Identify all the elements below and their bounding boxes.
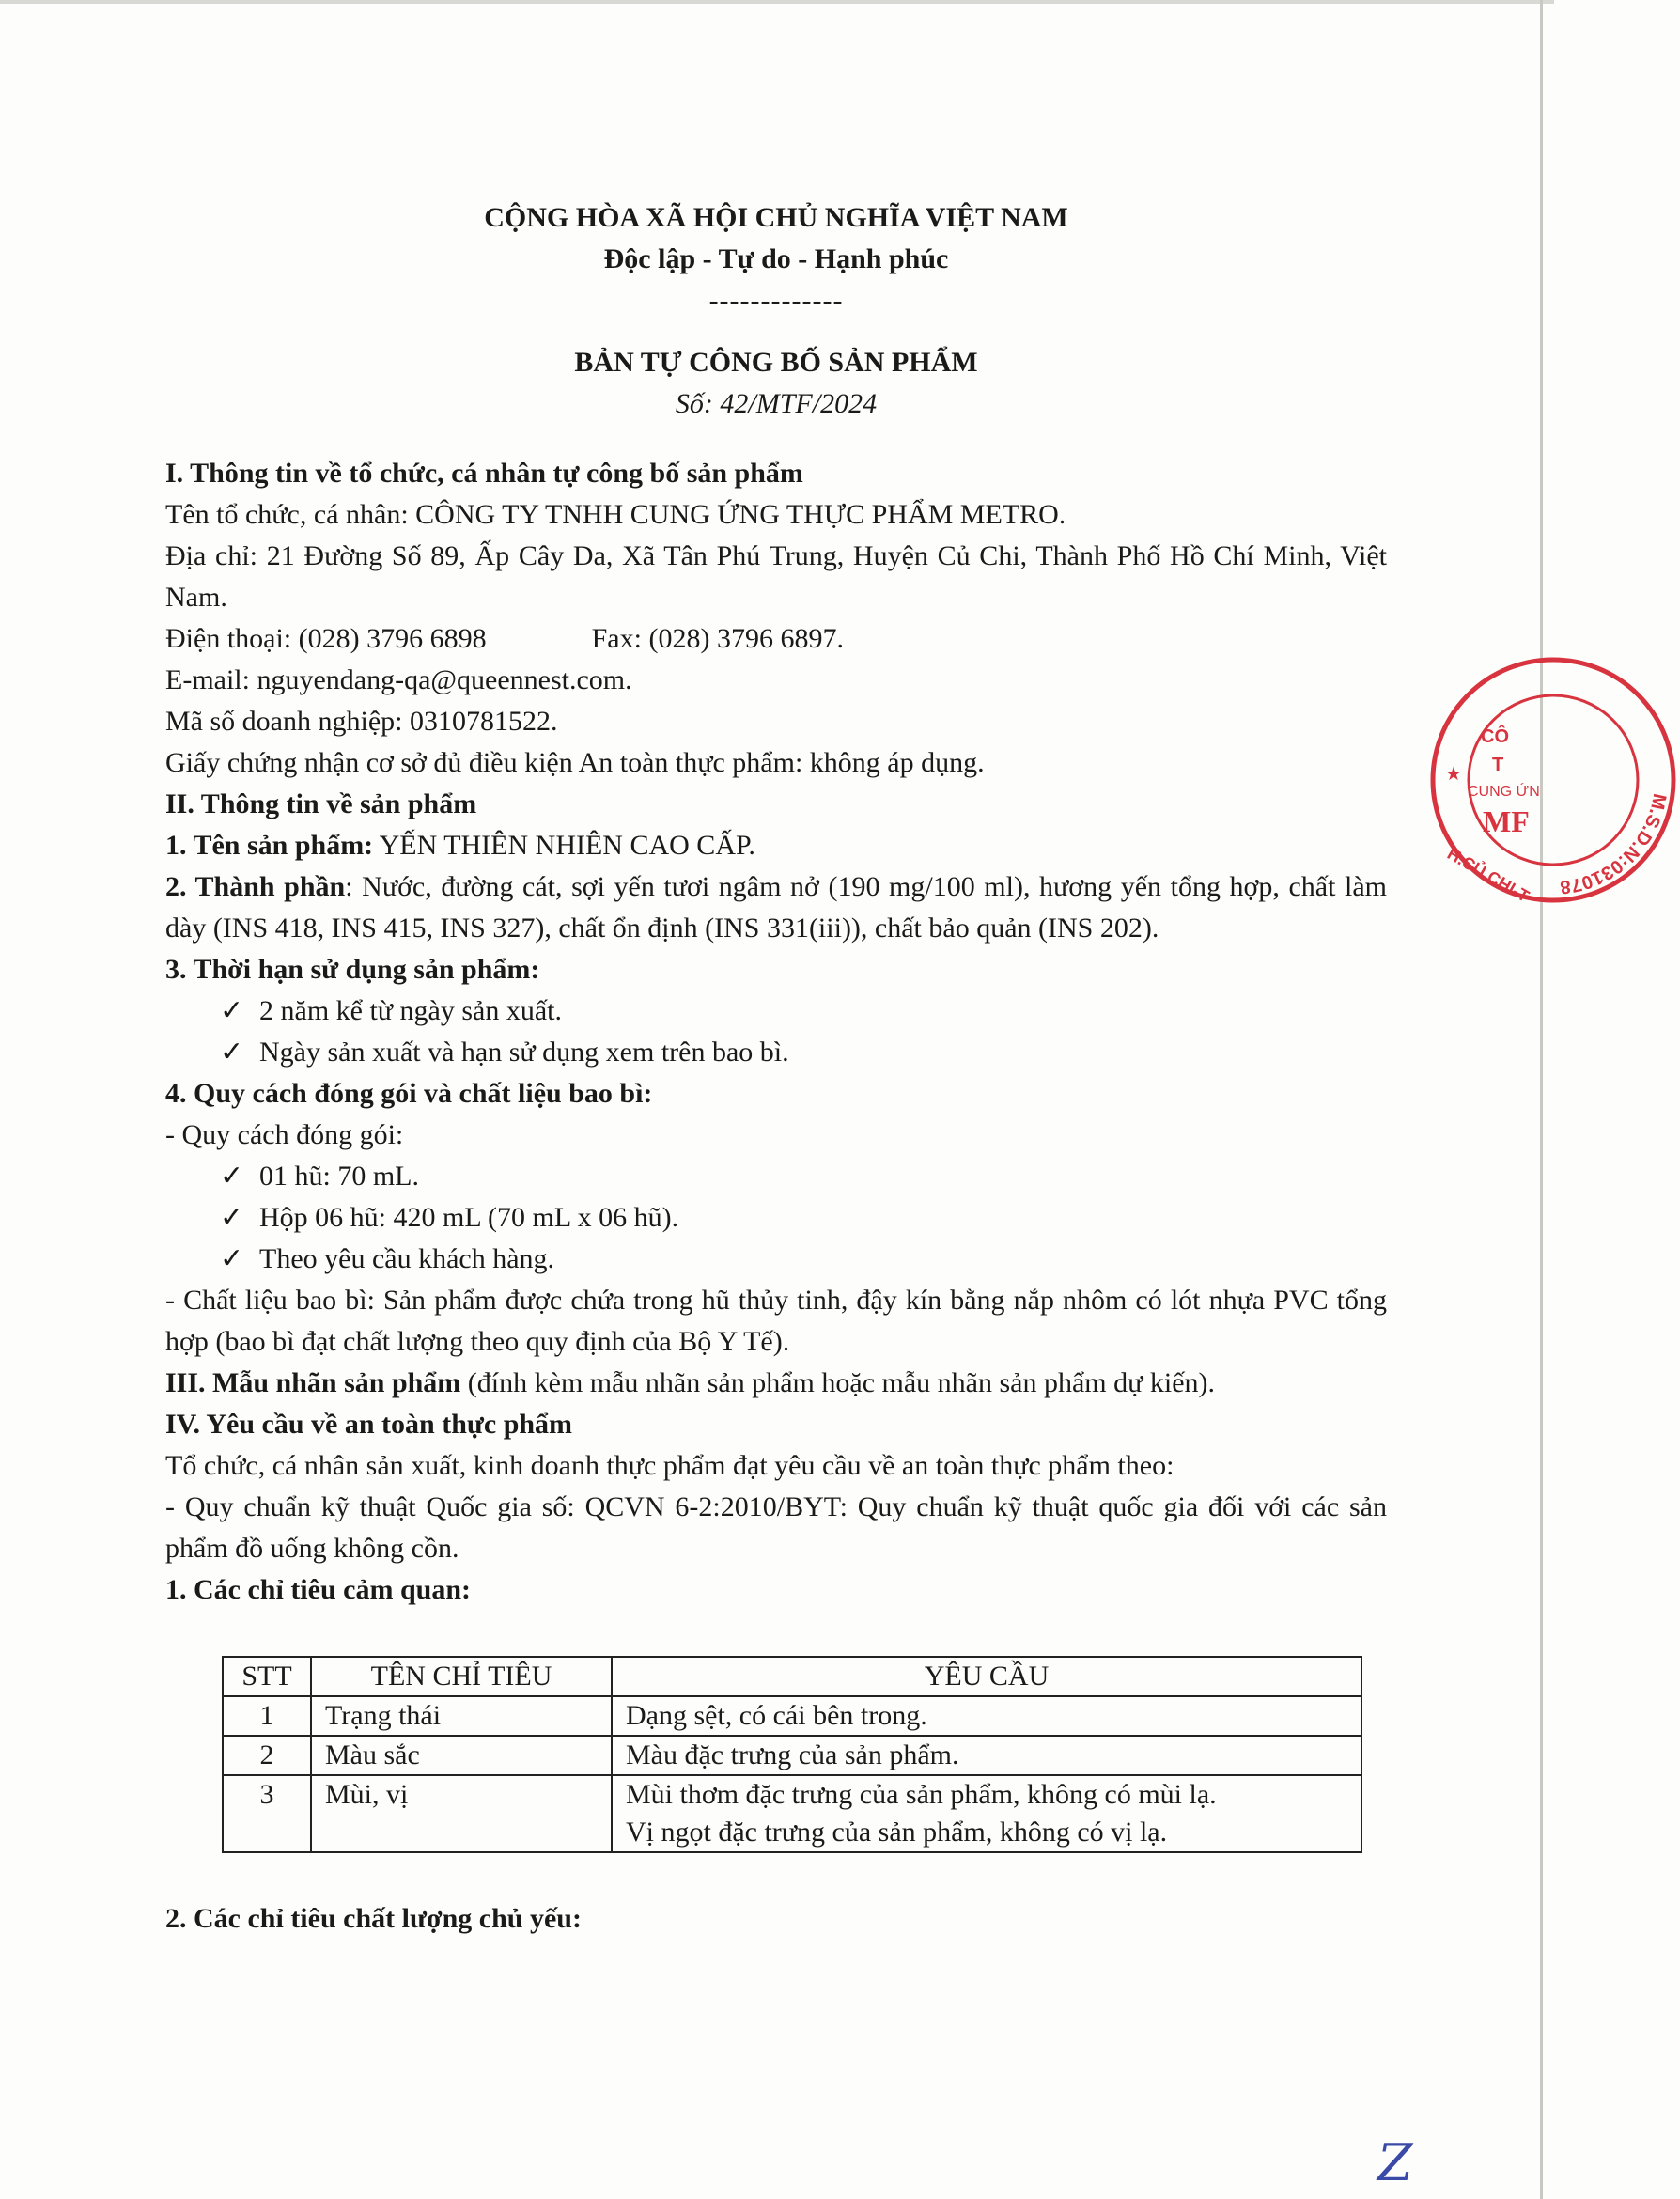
section4-intro: Tổ chức, cá nhân sản xuất, kinh doanh thực phẩm đạt yêu cầu về an toàn thực phẩm theo: bbox=[165, 1450, 1174, 1481]
tax-code: Mã số doanh nghiệp: 0310781522. bbox=[165, 706, 558, 737]
document-page bbox=[165, 197, 1387, 1940]
list-item-text: Ngày sản xuất và hạn sử dụng xem trên bao bì. bbox=[259, 1037, 789, 1068]
stamp-bottom-text: H.CỦ CHI-T bbox=[1443, 844, 1532, 906]
fax-number: Fax: (028) 3796 6897. bbox=[591, 623, 844, 654]
page-initial-mark: Z bbox=[1377, 2133, 1413, 2192]
star-icon: ★ bbox=[1445, 764, 1462, 785]
stamp-line3: CUNG ỨN bbox=[1468, 784, 1540, 800]
requirement-line: Màu đặc trưng của sản phẩm. bbox=[626, 1739, 959, 1770]
check-icon: ✓ bbox=[220, 1202, 244, 1233]
list-item-text: 2 năm kể từ ngày sản xuất. bbox=[259, 995, 563, 1026]
table-header-row bbox=[223, 1657, 1361, 1696]
check-icon: ✓ bbox=[220, 1161, 244, 1192]
company-seal-stamp bbox=[1426, 653, 1680, 907]
requirement-line: Vị ngọt đặc trưng của sản phẩm, không có vị lạ. bbox=[626, 1817, 1168, 1848]
column-header-requirement: YÊU CẦU bbox=[612, 1657, 1361, 1696]
list-item bbox=[165, 1239, 1387, 1280]
stamp-line2: T bbox=[1492, 755, 1504, 775]
shelf-life-heading: 3. Thời hạn sử dụng sản phẩm: bbox=[165, 954, 540, 985]
document-number: Số: 42/MTF/2024 bbox=[675, 388, 878, 419]
check-icon: ✓ bbox=[220, 1243, 244, 1274]
email: E-mail: nguyendang-qa@queennest.com. bbox=[165, 664, 632, 695]
packaging-intro: - Quy cách đóng gói: bbox=[165, 1119, 404, 1150]
check-icon: ✓ bbox=[220, 1037, 244, 1068]
scan-right-edge bbox=[1540, 0, 1543, 2199]
section4-heading: IV. Yêu cầu về an toàn thực phẩm bbox=[165, 1409, 573, 1440]
cell-stt: 1 bbox=[223, 1696, 311, 1736]
section2-heading: II. Thông tin về sản phẩm bbox=[165, 788, 477, 819]
table-row bbox=[223, 1775, 1361, 1852]
header-divider: ------------- bbox=[708, 285, 844, 316]
column-header-name: TÊN CHỈ TIÊU bbox=[311, 1657, 612, 1696]
sensory-heading: 1. Các chỉ tiêu cảm quan: bbox=[165, 1574, 471, 1605]
cell-stt: 3 bbox=[223, 1775, 311, 1852]
product-name: YẾN THIÊN NHIÊN CAO CẤP. bbox=[373, 830, 755, 861]
food-safety-certificate: Giấy chứng nhận cơ sở đủ điều kiện An toàn thực phẩm: không áp dụng. bbox=[165, 747, 985, 778]
nation-title: CỘNG HÒA XÃ HỘI CHỦ NGHĨA VIỆT NAM bbox=[484, 202, 1068, 233]
requirement-line: Dạng sệt, có cái bên trong. bbox=[626, 1700, 927, 1731]
cell-name: Mùi, vị bbox=[311, 1775, 612, 1852]
regulation: - Quy chuẩn kỹ thuật Quốc gia số: QCVN 6-2:2010/BYT: Quy chuẩn kỹ thuật quốc gia đối với các sản phẩm đồ uống không cồn. bbox=[165, 1491, 1387, 1564]
ingredients-text: : Nước, đường cát, sợi yến tươi ngâm nở (190 mg/100 ml), hương yến tổng hợp, chất làm dày (INS 418, INS 415, INS 327), chất ổn định (INS 331(iii)), chất bảo quản (INS 202). bbox=[165, 871, 1387, 944]
quality-heading: 2. Các chỉ tiêu chất lượng chủ yếu: bbox=[165, 1903, 582, 1934]
cell-stt: 2 bbox=[223, 1736, 311, 1775]
requirement-line: Mùi thơm đặc trưng của sản phẩm, không có mùi lạ. bbox=[626, 1779, 1217, 1810]
list-item bbox=[165, 1032, 1387, 1073]
document-header bbox=[165, 197, 1387, 425]
packaging-material: - Chất liệu bao bì: Sản phẩm được chứa trong hũ thủy tinh, đậy kín bằng nắp nhôm có lót nhựa PVC tổng hợp (bao bì đạt chất lượng theo quy định của Bộ Y Tế). bbox=[165, 1285, 1387, 1357]
org-name: Tên tổ chức, cá nhân: CÔNG TY TNHH CUNG ỨNG THỰC PHẨM METRO. bbox=[165, 499, 1066, 530]
phone-number: Điện thoại: (028) 3796 6898 bbox=[165, 623, 487, 654]
section3-note: (đính kèm mẫu nhãn sản phẩm hoặc mẫu nhãn sản phẩm dự kiến). bbox=[460, 1367, 1216, 1398]
table-row bbox=[223, 1736, 1361, 1775]
cell-requirement bbox=[612, 1736, 1361, 1775]
ingredients-label: 2. Thành phần bbox=[165, 871, 346, 902]
motto: Độc lập - Tự do - Hạnh phúc bbox=[603, 243, 949, 274]
document-title: BẢN TỰ CÔNG BỐ SẢN PHẨM bbox=[574, 347, 978, 378]
list-item-text: Hộp 06 hũ: 420 mL (70 mL x 06 hũ). bbox=[259, 1202, 679, 1233]
org-address: Địa chỉ: 21 Đường Số 89, Ấp Cây Da, Xã Tân Phú Trung, Huyện Củ Chi, Thành Phố Hồ Chí Minh, Việt Nam. bbox=[165, 540, 1387, 613]
table-row bbox=[223, 1696, 1361, 1736]
check-icon: ✓ bbox=[220, 995, 244, 1026]
cell-name: Màu sắc bbox=[311, 1736, 612, 1775]
section3-row bbox=[165, 1363, 1387, 1404]
contact-row bbox=[165, 618, 1387, 660]
stamp-line1: CÔ bbox=[1481, 726, 1509, 747]
cell-name: Trạng thái bbox=[311, 1696, 612, 1736]
packaging-heading: 4. Quy cách đóng gói và chất liệu bao bì: bbox=[165, 1078, 653, 1109]
list-item bbox=[165, 1156, 1387, 1197]
product-name-label: 1. Tên sản phẩm: bbox=[165, 830, 374, 861]
ingredients-row bbox=[165, 866, 1387, 949]
section1-heading: I. Thông tin về tổ chức, cá nhân tự công bố sản phẩm bbox=[165, 458, 803, 489]
list-item-text: Theo yêu cầu khách hàng. bbox=[259, 1243, 555, 1274]
sensory-table bbox=[222, 1656, 1362, 1853]
column-header-stt: STT bbox=[223, 1657, 311, 1696]
list-item bbox=[165, 990, 1387, 1032]
stamp-inner-ring bbox=[1469, 695, 1638, 865]
scan-top-edge bbox=[0, 0, 1554, 4]
product-name-row bbox=[165, 825, 1387, 866]
list-item bbox=[165, 1197, 1387, 1239]
stamp-line4: MF bbox=[1483, 804, 1530, 838]
cell-requirement bbox=[612, 1696, 1361, 1736]
cell-requirement bbox=[612, 1775, 1361, 1852]
stamp-ring-text: M.S.D.N:031078 bbox=[1559, 791, 1671, 897]
section3-heading: III. Mẫu nhãn sản phẩm bbox=[165, 1367, 461, 1398]
list-item-text: 01 hũ: 70 mL. bbox=[259, 1161, 419, 1192]
